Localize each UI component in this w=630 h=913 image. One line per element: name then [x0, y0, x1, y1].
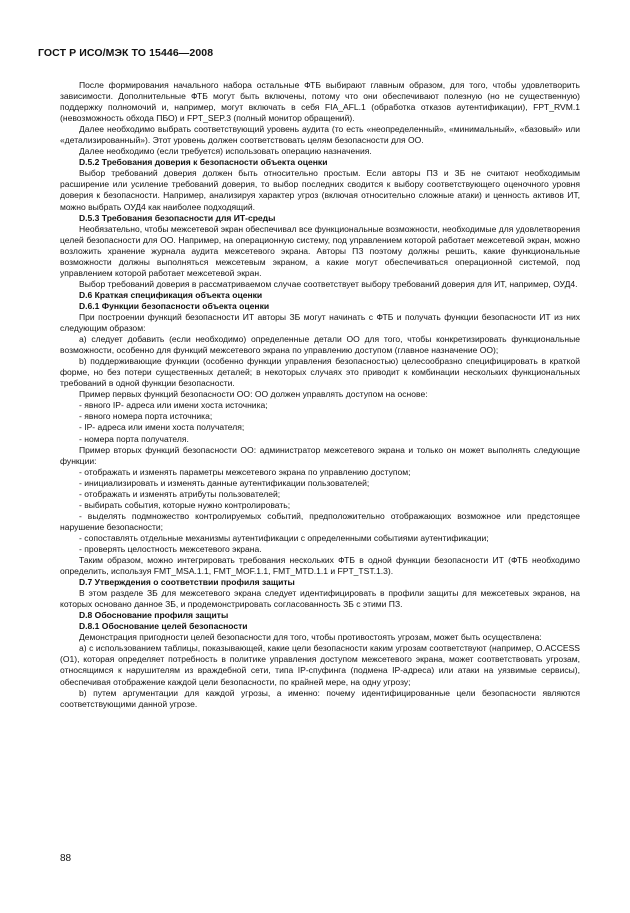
- paragraph: b) путем аргументации для каждой угрозы, а именно: почему идентифицированные цели безопасности являются соответствующими данной угрозе.: [60, 687, 580, 709]
- section-heading: D.5.3 Требования безопасности для ИТ-среды: [79, 212, 276, 223]
- paragraph: - выделять подмножество контролируемых событий, предположительно отображающих возможное или предстоящее нарушение безопасности;: [60, 510, 580, 532]
- paragraph: В этом разделе ЗБ для межсетевого экрана следует идентифицировать в профили защиты для межсетевых экранов, на которых основано данное ЗБ, и продемонстрировать согласованность ЗБ с этими ПЗ.: [60, 588, 580, 610]
- paragraph: b) поддерживающие функции (особенно функции управления безопасностью) целесообразно специфицировать в краткой форме, но без потери существенных деталей; в некоторых случаях это приводит к комбинации нескольких функциональных требований в одной функции безопасности.: [60, 356, 580, 389]
- paragraph: - сопоставлять отдельные механизмы аутентификации с определенными событиями аутентификации;: [79, 532, 489, 543]
- section-heading: D.6.1 Функции безопасности объекта оценки: [79, 300, 270, 311]
- paragraph: - проверять целостность межсетевого экрана.: [79, 543, 262, 554]
- paragraph: - IP- адреса или имени хоста получателя;: [79, 422, 245, 433]
- paragraph: Далее необходимо выбрать соответствующий уровень аудита (то есть «неопределенный», «минимальный», «базовый» или «детализированный»). Этот уровень должен соответствовать целям безопасности для ОО.: [60, 124, 580, 146]
- paragraph: - инициализировать и изменять данные аутентификации пользователей;: [79, 477, 370, 488]
- section-heading: D.8 Обоснование профиля защиты: [79, 610, 229, 621]
- paragraph: Пример вторых функций безопасности ОО: администратор межсетевого экрана и только он может выполнять следующие функции:: [60, 444, 580, 466]
- paragraph: - отображать и изменять параметры межсетевого экрана по управлению доступом;: [79, 466, 411, 477]
- paragraph: Таким образом, можно интегрировать требования нескольких ФТБ в одной функции безопасности ИТ (ФТБ необходимо определить, используя FMT_MSA.1.1, FMT_MOF.1.1, FMT_MTD.1.1 и FPT_TST.1.3).: [60, 555, 580, 577]
- paragraph: - отображать и изменять атрибуты пользователей;: [79, 488, 281, 499]
- paragraph: Демонстрация пригодности целей безопасности для того, чтобы противостоять угрозам, может быть осуществлена:: [79, 632, 542, 643]
- paragraph: - выбирать события, которые нужно контролировать;: [79, 499, 291, 510]
- paragraph: При построении функций безопасности ИТ авторы ЗБ могут начинать с ФТБ и получать функции безопасности ИТ из них следующим образом:: [60, 311, 580, 334]
- section-heading: D.8.1 Обоснование целей безопасности: [79, 621, 248, 632]
- paragraph: Далее необходимо (если требуется) использовать операцию назначения.: [79, 146, 372, 157]
- section-heading: D.6 Краткая спецификация объекта оценки: [79, 289, 263, 300]
- paragraph: Необязательно, чтобы межсетевой экран обеспечивал все функциональные возможности, необходимые для удовлетворения целей безопасности для ОО. Например, на операционную систему, под управлением которой работает межсетевой экран, можно возложить хранение журнала аудита межсетевого экрана. Авторы ПЗ поэтому должны решить, какие функциональные возможности должны выполняться межсетевым экраном, а какие могут обеспечиваться операционной системой, под управлением которой работает межсетевой экран.: [60, 223, 581, 278]
- section-heading: D.7 Утверждения о соответствии профиля защиты: [79, 577, 295, 588]
- paragraph: a) с использованием таблицы, показывающей, какие цели безопасности каким угрозам соответствуют (например, O.ACCESS (O1), которая определяет потребность в политике управления доступом межсетевого экрана, может соответствовать угрозам, относящимся к нарушителям из враждебной сети, типа IP-спуфинга (подмена IP-адреса) или атаки на уязвимые сервисы), обеспечивая отображение каждой цели безопасности, по крайней мере, на одну угрозу;: [60, 643, 580, 687]
- section-heading: D.5.2 Требования доверия к безопасности объекта оценки: [79, 157, 328, 168]
- paragraph: Выбор требований доверия в рассматриваемом случае соответствует выбору требований доверия для ИТ, например, ОУД4.: [79, 278, 578, 289]
- paragraph: - явного номера порта источника;: [79, 411, 213, 422]
- document-body: [60, 80, 580, 710]
- paragraph: - явного IP- адреса или имени хоста источника;: [79, 400, 268, 411]
- paragraph: После формирования начального набора остальные ФТБ выбирают главным образом, для того, чтобы удовлетворить зависимости. Дополнительные ФТБ могут быть включены, потому что они обеспечивают полезную (но не существенную) поддержку полномочий и, например, могут включать в себя FIA_AFL.1 (обработка отказов аутентификации), FPT_RVM.1 (невозможность обхода ПБО) и FPT_SEP.3 (полный монитор обращений).: [60, 80, 580, 124]
- paragraph: Выбор требований доверия должен быть относительно простым. Если авторы ПЗ и ЗБ не считают необходимым расширение или усиление требований доверия, то выбор последних сводится к выбору соответствующего оценочного уровня доверия к безопасности. Например, анализируя характер угроз (включая относительно сложные атаки) и ценность активов ИТ, можно выбрать ОУД4 как наиболее подходящий.: [60, 168, 580, 212]
- document-header: ГОСТ Р ИСО/МЭК ТО 15446—2008: [38, 47, 214, 59]
- page-number: 88: [60, 853, 72, 864]
- paragraph: Пример первых функций безопасности ОО: ОО должен управлять доступом на основе:: [79, 389, 428, 400]
- paragraph: - номера порта получателя.: [79, 433, 189, 444]
- paragraph: a) следует добавить (если необходимо) определенные детали ОО для того, чтобы конкретизировать функциональные возможности, особенно для функций межсетевого экрана по управлению доступом (главное назначение ОО);: [60, 334, 580, 356]
